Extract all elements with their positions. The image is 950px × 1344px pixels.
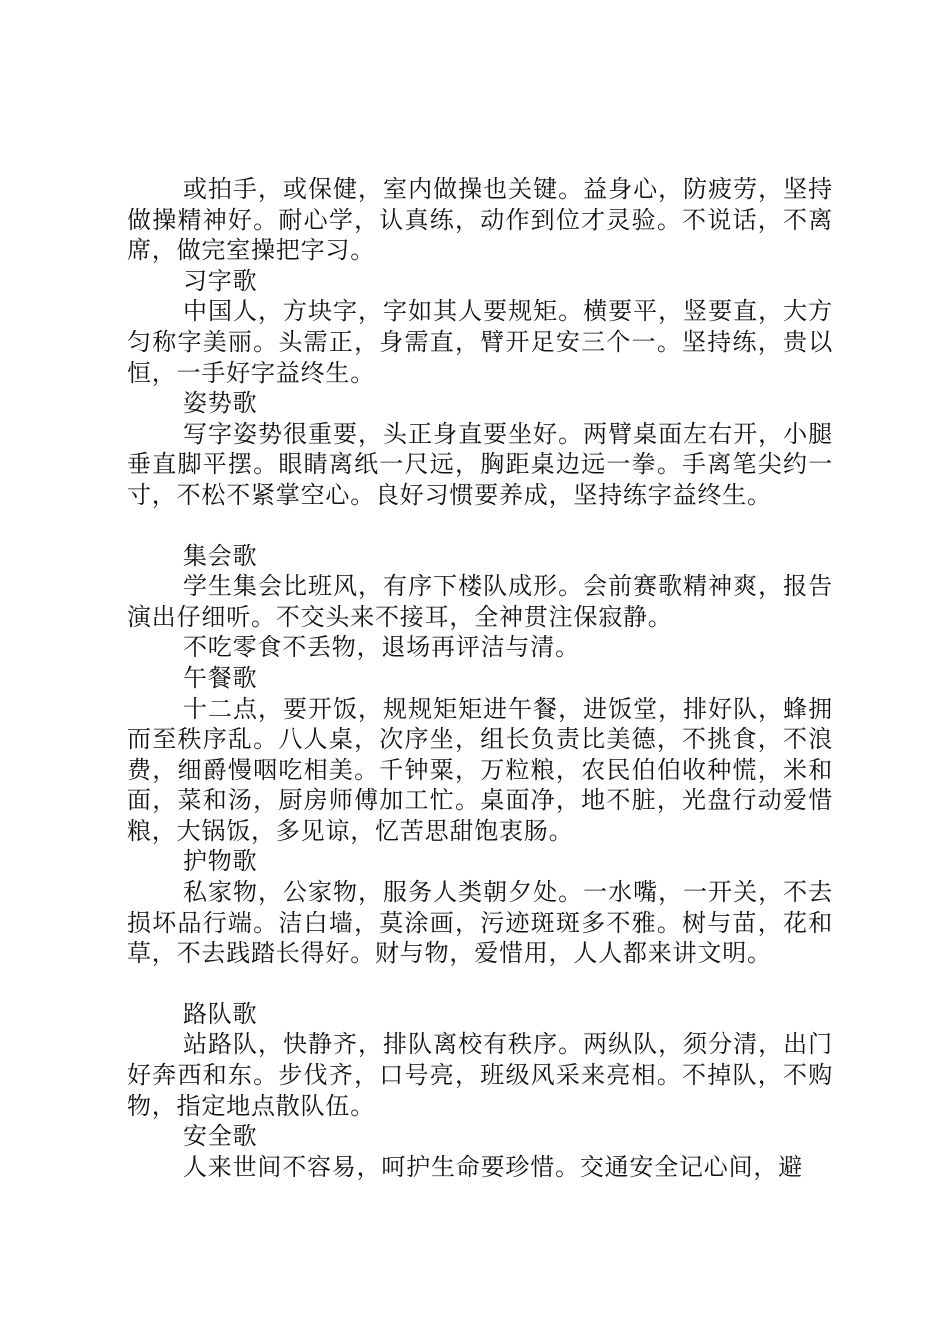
section-title-wucan: 午餐歌 [183, 663, 258, 692]
paragraph: 或拍手，或保健，室内做操也关键。益身心，防疲劳，坚持做操精神好。耐心学，认真练，动作到位才灵验。不说话，不离席，做完室操把字习。 [127, 175, 833, 265]
section-title-xizi: 习字歌 [183, 266, 258, 295]
section-title-huwu: 护物歌 [183, 847, 258, 876]
blank-line [127, 511, 833, 541]
section-title-ludui: 路队歌 [183, 999, 258, 1028]
paragraph: 中国人，方块字，字如其人要规矩。横要平，竖要直，大方匀称字美丽。头需正，身需直，臂开足安三个一。坚持练，贵以恒，一手好字益终生。 [127, 297, 833, 387]
paragraph: 私家物，公家物，服务人类朝夕处。一水嘴，一开关，不去损坏品行端。洁白墙，莫涂画，污迹斑斑多不雅。树与苗，花和草，不去践踏长得好。财与物，爱惜用，人人都来讲文明。 [127, 878, 833, 968]
document-body [127, 174, 833, 1182]
paragraph: 站路队，快静齐，排队离校有秩序。两纵队，须分清，出门好奔西和东。步伐齐，口号亮，班级风采来亮相。不掉队，不购物，指定地点散队伍。 [127, 1030, 833, 1120]
paragraph: 学生集会比班风，有序下楼队成形。会前赛歌精神爽，报告演出仔细听。不交头来不接耳，全神贯注保寂静。 [127, 572, 833, 631]
section-title-jihui: 集会歌 [183, 541, 258, 570]
paragraph: 写字姿势很重要，头正身直要坐好。两臂桌面左右开，小腿垂直脚平摆。眼睛离纸一尺远，胸距桌边远一拳。手离笔尖约一寸，不松不紧掌空心。良好习惯要养成，坚持练字益终生。 [127, 419, 833, 509]
section-title-zishi: 姿势歌 [183, 389, 258, 418]
blank-line [127, 969, 833, 999]
section-title-anquan: 安全歌 [183, 1122, 258, 1151]
paragraph: 人来世间不容易，呵护生命要珍惜。交通安全记心间，避 [183, 1152, 803, 1181]
paragraph: 不吃零食不丢物，退场再评洁与清。 [183, 633, 580, 662]
paragraph: 十二点，要开饭，规规矩矩进午餐，进饭堂，排好队，蜂拥而至秩序乱。八人桌，次序坐，组长负责比美德，不挑食，不浪费，细爵慢咽吃相美。千钟粟，万粒粮，农民伯伯收种慌，米和面，菜和汤，厨房师傅加工忙。桌面净，地不脏，光盘行动爱惜粮，大锅饭，多见谅，忆苦思甜饱衷肠。 [127, 694, 833, 845]
